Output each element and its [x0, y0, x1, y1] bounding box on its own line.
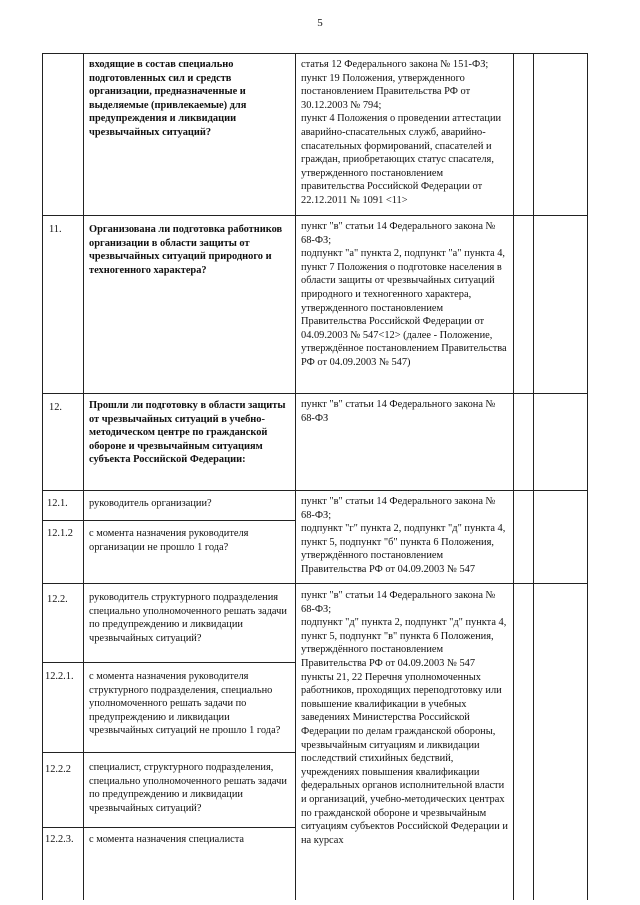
row-divider: [43, 490, 587, 491]
column-divider-1: [83, 54, 84, 900]
row-number: 12.2.1.: [45, 671, 74, 682]
requirements-table: [42, 53, 588, 900]
page-number: 5: [317, 17, 323, 29]
column-divider-3: [513, 54, 514, 900]
row-divider: [43, 827, 295, 828]
row-question: руководитель структурного подразделения специально уполномоченного решать задачи по предупреждению и ликвидации чрезвычайных ситуаций?: [89, 592, 287, 644]
row-number: 12.: [49, 402, 62, 413]
row-number: 12.1.: [47, 498, 68, 509]
row-question: с момента назначения специалиста: [89, 834, 245, 845]
row-divider: [43, 520, 295, 521]
row-legal-reference: пункт "в" статьи 14 Федерального закона № 68-ФЗ; подпункт "а" пункта 2, подпункт "а" пункта 4, пункт 7 Положения о подготовке населения в области защиты от чрезвычайных ситуаций природного и техногенного характера, утвержденного постановлением Правительства Российской Федерации от 04.09.2003 № 547<12> (далее - Положение, утверждённое постановлением Правительства РФ от 04.09.2003 № 547): [301, 221, 507, 368]
column-divider-2: [295, 54, 296, 900]
row-divider: [43, 662, 295, 663]
row-number: 12.1.2: [47, 528, 73, 539]
row-number: 12.2.: [47, 594, 68, 605]
row-question: Прошли ли подготовку в области защиты от чрезвычайных ситуаций в учебно-методическом центре по гражданской обороне и чрезвычайным ситуациям субъекта Российской Федерации:: [89, 400, 286, 466]
row-question: с момента назначения руководителя структурного подразделения, специально уполномоченного решать задачи по предупреждению и ликвидации чрезвычайных ситуаций не прошло 1 года?: [89, 671, 281, 737]
row-divider: [43, 583, 587, 584]
row-legal-reference: пункт "в" статьи 14 Федерального закона № 68-ФЗ; подпункт "г" пункта 2, подпункт "д" пункта 4, пункт 5, подпункт "б" пункта 6 Положения, утверждённого постановлением Правительства РФ от 04.09.2003 № 547: [301, 496, 506, 575]
row-legal-reference: статья 12 Федерального закона № 151-ФЗ; пункт 19 Положения, утвержденного постановлением Правительства РФ от 30.12.2003 № 794; пункт 4 Положения о проведении аттестации аварийно-спасательных служб, аварийно-спасательных формирований, спасателей и граждан, приобретающих статус спасателя, утвержденного постановлением правительства Российской Федерации от 22.12.2011 № 1091 <11>: [301, 59, 502, 206]
row-number: 12.2.2: [45, 764, 71, 775]
row-divider: [43, 393, 587, 394]
column-divider-4: [533, 54, 534, 900]
row-question: входящие в состав специально подготовленных сил и средств организации, предназначенные и выделяемые (привлекаемые) для предупреждения и ликвидации чрезвычайных ситуаций?: [89, 59, 247, 138]
row-legal-reference: пункт "в" статьи 14 Федерального закона № 68-ФЗ: [301, 399, 496, 424]
row-question: Организована ли подготовка работников организации в области защиты от чрезвычайных ситуаций природного и техногенного характера?: [89, 224, 283, 276]
row-question: с момента назначения руководителя организации не прошло 1 года?: [89, 528, 249, 553]
row-question: руководитель организации?: [89, 498, 212, 509]
row-legal-reference: пункт "в" статьи 14 Федерального закона № 68-ФЗ; подпункт "д" пункта 2, подпункт "д" пункта 4, пункт 5, подпункт "в" пункта 6 Положения, утверждённого постановлением Правительства РФ от 04.09.2003 № 547 пункты 21, 22 Перечня уполномоченных работников, проходящих переподготовку или повышение квалификации в учебных заведениях Министерства Российской Федерации по делам гражданской обороны, чрезвычайным ситуациям и ликвидации последствий стихийных бедствий, учреждениях повышения квалификации федеральных органов исполнительной власти и организаций, учебно-методических центрах по гражданской обороне и чрезвычайным ситуациям субъектов Российской Федерации и на курсах: [301, 590, 508, 846]
row-number: 12.2.3.: [45, 834, 74, 845]
row-divider: [43, 215, 587, 216]
row-divider: [43, 752, 295, 753]
row-question: специалист, структурного подразделения, специально уполномоченного решать задачи по предупреждению и ликвидации чрезвычайных ситуаций?: [89, 762, 287, 814]
row-number: 11.: [49, 224, 62, 235]
